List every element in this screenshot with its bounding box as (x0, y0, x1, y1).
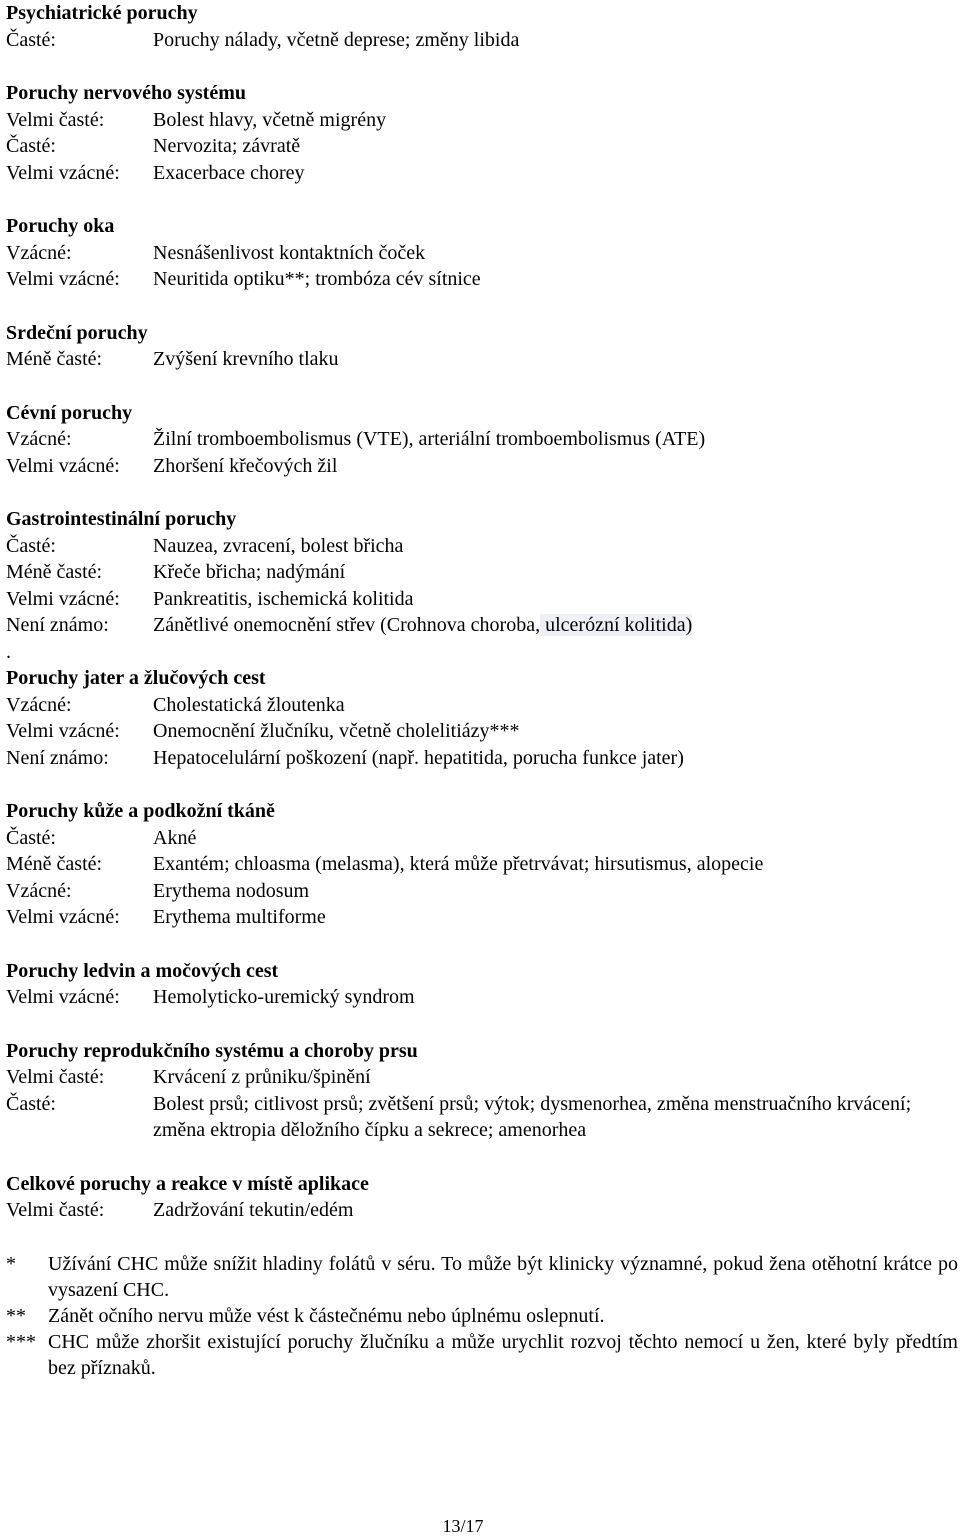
frequency-label: Velmi časté: (6, 1066, 105, 1088)
entry-row (6, 1197, 958, 1224)
entry-row (6, 1064, 958, 1091)
effect-text: Pankreatitis, ischemická kolitida (153, 587, 414, 610)
effect-text: Hemolyticko-uremický syndrom (153, 986, 415, 1008)
entry-row (6, 240, 958, 267)
entry-row (6, 825, 958, 852)
section-heading: Celkové poruchy a reakce v místě aplikace (6, 1172, 369, 1195)
document-body (6, 0, 958, 1381)
frequency-label: Velmi vzácné: (6, 454, 120, 477)
section-heading: Poruchy kůže a podkožní tkáně (6, 800, 275, 822)
effect-text: Nesnášenlivost kontaktních čoček (153, 241, 426, 264)
entry-row (6, 453, 958, 480)
entry-row (6, 133, 958, 160)
frequency-label: Velmi vzácné: (6, 720, 120, 742)
section-heading: Poruchy nervového systému (6, 82, 246, 104)
frequency-label: Vzácné: (6, 693, 72, 716)
frequency-label: Není známo: (6, 746, 109, 769)
entry-row (6, 426, 958, 453)
entry-row (6, 984, 958, 1011)
section-heading: Poruchy ledvin a močových cest (6, 959, 279, 982)
section-renal (6, 958, 958, 1011)
frequency-label: Vzácné: (6, 241, 72, 264)
entry-row (6, 612, 958, 639)
footnote (6, 1329, 958, 1381)
entry-row (6, 1091, 958, 1144)
footnote-text: Užívání CHC může snížit hladiny folátů v séru. To může být klinicky významné, pokud žena otěhotní krátce po vysazení CHC. (48, 1252, 958, 1301)
frequency-label: Velmi časté: (6, 108, 105, 131)
effect-text: Nauzea, zvracení, bolest břicha (153, 534, 404, 557)
frequency-label: Velmi vzácné: (6, 268, 120, 290)
section-heading: Psychiatrické poruchy (6, 2, 198, 24)
effect-text: Zvýšení krevního tlaku (153, 348, 339, 370)
footnote-mark: * (6, 1252, 16, 1275)
section-reproductive (6, 1038, 958, 1144)
section-liver-biliary (6, 665, 958, 771)
frequency-label: Časté: (6, 135, 56, 157)
section-gastrointestinal (6, 506, 958, 639)
effect-text: Žilní tromboembolismus (VTE), arteriální tromboembolismus (ATE) (153, 428, 706, 450)
section-eye (6, 213, 958, 293)
footnote-mark: *** (6, 1330, 36, 1353)
effect-text: Bolest hlavy, včetně migrény (153, 108, 387, 131)
frequency-label: Časté: (6, 534, 56, 557)
section-vascular (6, 400, 958, 480)
effect-text: Zadržování tekutin/edém (153, 1199, 354, 1221)
frequency-label: Velmi vzácné: (6, 587, 120, 610)
frequency-label: Velmi vzácné: (6, 161, 120, 184)
section-heading: Gastrointestinální poruchy (6, 508, 237, 530)
effect-text: Erythema multiforme (153, 906, 326, 928)
entry-row (6, 718, 958, 745)
section-skin (6, 798, 958, 931)
effect-text: Akné (153, 826, 197, 849)
entry-row (6, 878, 958, 905)
entry-row (6, 904, 958, 931)
section-heading: Poruchy jater a žlučových cest (6, 667, 266, 689)
effect-text: Poruchy nálady, včetně deprese; změny libida (153, 28, 520, 51)
footnote-mark: ** (6, 1304, 26, 1327)
section-heading: Poruchy reprodukčního systému a choroby prsu (6, 1039, 418, 1062)
frequency-label: Časté: (6, 28, 56, 51)
entry-row (6, 27, 958, 54)
entry-row (6, 107, 958, 134)
stray-dot: . (6, 640, 11, 663)
footnote-text: Zánět očního nervu může vést k částečnému nebo úplnému oslepnutí. (48, 1304, 605, 1327)
frequency-label: Velmi časté: (6, 1199, 105, 1221)
frequency-label: Vzácné: (6, 428, 72, 450)
frequency-label: Není známo: (6, 614, 109, 636)
footnote (6, 1251, 958, 1303)
entry-row (6, 745, 958, 772)
effect-text: Bolest prsů; citlivost prsů; zvětšení prsů; výtok; dysmenorhea, změna menstruačního krvácení; změna ektropia děložního čípku a sekrece; amenorhea (153, 1092, 912, 1141)
frequency-label: Méně časté: (6, 348, 103, 370)
effect-text: Erythema nodosum (153, 879, 310, 902)
effect-text: Neuritida optiku**; trombóza cév sítnice (153, 268, 481, 290)
effect-text: Zhoršení křečových žil (153, 454, 338, 477)
section-heading: Poruchy oka (6, 215, 115, 237)
entry-row (6, 586, 958, 613)
page-number: 13/17 (442, 1516, 484, 1536)
footnotes (6, 1251, 958, 1381)
effect-text: Křeče břicha; nadýmání (153, 561, 346, 583)
section-heading: Cévní poruchy (6, 401, 133, 424)
effect-text (153, 612, 958, 639)
frequency-label: Velmi vzácné: (6, 906, 120, 928)
footnote (6, 1303, 958, 1329)
effect-text: Nervozita; závratě (153, 135, 301, 157)
frequency-label: Vzácné: (6, 879, 72, 902)
frequency-label: Velmi vzácné: (6, 986, 120, 1008)
frequency-label: Časté: (6, 826, 56, 849)
entry-row (6, 851, 958, 878)
entry-row (6, 559, 958, 586)
effect-text: Exacerbace chorey (153, 161, 305, 184)
highlighted-text: ulcerózní kolitida) (540, 614, 693, 636)
frequency-label: Méně časté: (6, 561, 103, 583)
entry-row (6, 160, 958, 187)
footnote-text: CHC může zhoršit existující poruchy žlučníku a může urychlit rozvoj těchto nemocí u žen, které byly předtím bez příznaků. (48, 1330, 958, 1379)
section-nervous-system (6, 80, 958, 186)
effect-text: Cholestatická žloutenka (153, 693, 345, 716)
section-psychiatric (6, 0, 958, 53)
effect-text: Hepatocelulární poškození (např. hepatitida, porucha funkce jater) (153, 746, 684, 769)
entry-row (6, 533, 958, 560)
section-cardiac (6, 320, 958, 373)
frequency-label: Méně časté: (6, 853, 103, 875)
effect-text: Onemocnění žlučníku, včetně cholelitiázy*** (153, 720, 520, 742)
section-heading: Srdeční poruchy (6, 321, 148, 344)
effect-text: Exantém; chloasma (melasma), která může přetrvávat; hirsutismus, alopecie (153, 853, 764, 875)
frequency-label: Časté: (6, 1092, 56, 1115)
section-general (6, 1171, 958, 1224)
entry-row (6, 346, 958, 373)
effect-text: Krvácení z průniku/špinění (153, 1066, 371, 1088)
effect-text-part: Zánětlivé onemocnění střev (Crohnova choroba, (153, 614, 541, 636)
entry-row (6, 692, 958, 719)
entry-row (6, 266, 958, 293)
